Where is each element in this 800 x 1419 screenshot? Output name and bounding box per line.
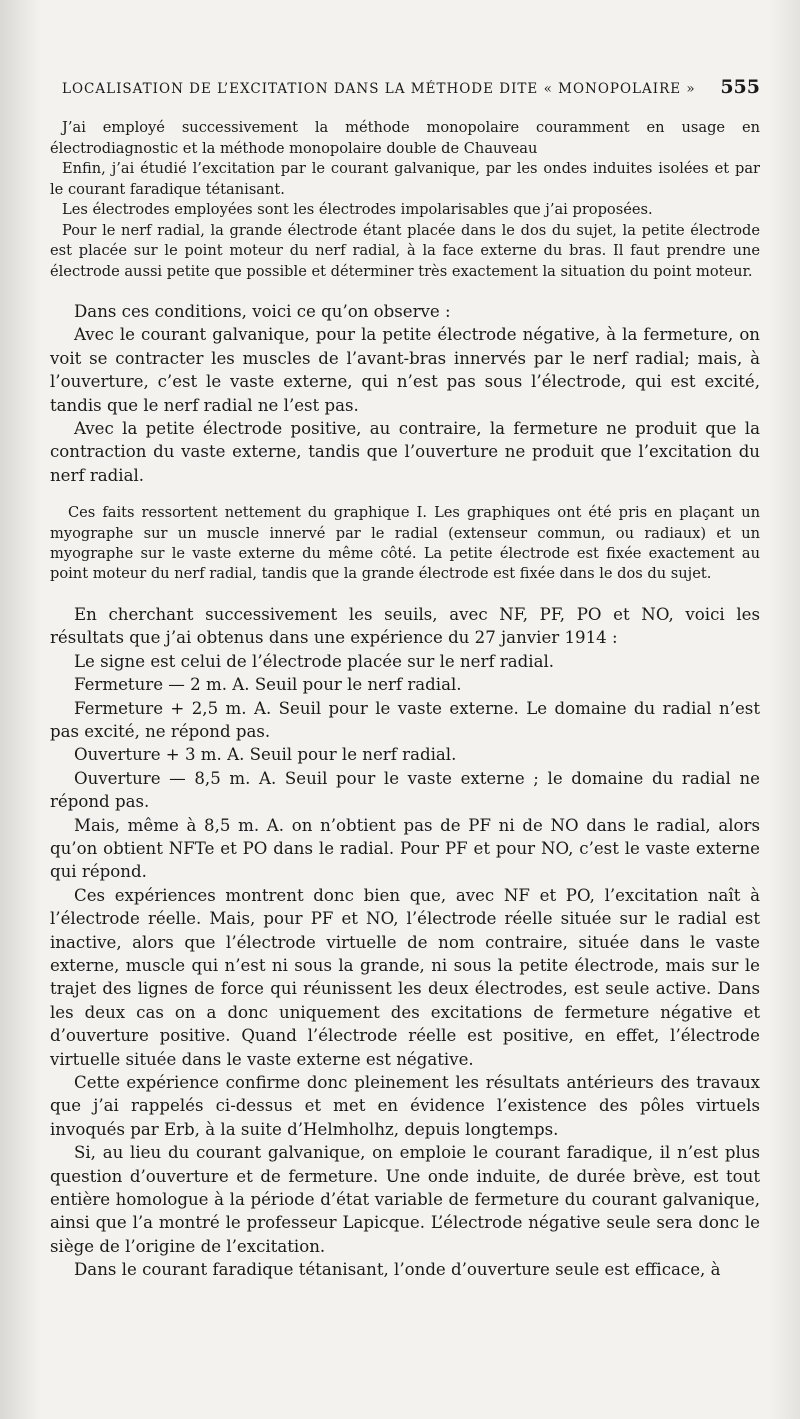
paragraph: Cette expérience confirme donc pleinement les résultats antérieurs des travaux que j’ai rappelés ci-dessus et met en évidence l’existence des pôles virtuels invoqués par Erb, à la suite d’Helmholhz, depuis longtemps. [50, 1073, 760, 1139]
paragraph: Ouverture + 3 m. A. Seuil pour le nerf radial. [74, 745, 457, 765]
small-print-section [50, 118, 760, 282]
paragraph: Ouverture — 8,5 m. A. Seuil pour le vaste externe ; le domaine du radial ne répond pas. [50, 768, 760, 812]
running-head [62, 76, 760, 98]
paragraph: Pour le nerf radial, la grande électrode étant placée dans le dos du sujet, la petite électrode est placée sur le point moteur du nerf radial, à la face externe du bras. Il faut prendre une électrode aussi petite que possible et déterminer très exactement la situation du point moteur. [50, 221, 760, 280]
paragraph: Ces expériences montrent donc bien que, avec NF et PO, l’excitation naît à l’électrode réelle. Mais, pour PF et NO, l’électrode réelle située sur le radial est inactive, alors que l’électrode virtuelle de nom contraire, située dans le vaste externe, muscle qui n’est ni sous la grande, ni sous la petite électrode, mais sur le trajet des lignes de force qui réunissent les deux électrodes, est seule active. Dans les deux cas on a donc uniquement des excitations de fermeture négative et d’ouverture positive. Quand l’électrode réelle est positive, en effet, l’électrode virtuelle située dans le vaste externe est négative. [50, 885, 760, 1069]
running-title: LOCALISATION DE L’EXCITATION DANS LA MÉTHODE DITE « MONOPOLAIRE » [62, 81, 696, 97]
page-number: 555 [720, 76, 760, 98]
note-paragraph: Ces faits ressortent nettement du graphique I. Les graphiques ont été pris en plaçant un myographe sur un muscle innervé par le radial (extenseur commun, ou radiaux) et un myographe sur le vaste externe du même côté. La petite électrode est fixée exactement au point moteur du nerf radial, tandis que la grande électrode est fixée dans le dos du sujet. [50, 504, 760, 583]
main-text-section-1 [50, 300, 760, 487]
paragraph: Fermeture — 2 m. A. Seuil pour le nerf radial. [74, 675, 462, 695]
paragraph: Le signe est celui de l’électrode placée sur le nerf radial. [74, 651, 555, 671]
paragraph: J’ai employé successivement la méthode monopolaire couramment en usage en électrodiagnostic et la méthode monopolaire double de Chauveau [50, 119, 760, 157]
paragraph: Mais, même à 8,5 m. A. on n’obtient pas de PF ni de NO dans le radial, alors qu’on obtient NFTe et PO dans le radial. Pour PF et pour NO, c’est le vaste externe qui répond. [50, 815, 760, 882]
paragraph: Enfin, j’ai étudié l’excitation par le courant galvanique, par les ondes induites isolées et par le courant faradique tétanisant. [50, 160, 760, 198]
paragraph: Si, au lieu du courant galvanique, on emploie le courant faradique, il n’est plus question d’ouverture et de fermeture. Une onde induite, de durée brève, est tout entière homologue à la période d’état variable de fermeture du courant galvanique, ainsi que l’a montré le professeur Lapicque. L’électrode négative seule sera donc le siège de l’origine de l’excitation. [50, 1143, 760, 1256]
paragraph: Dans le courant faradique tétanisant, l’onde d’ouverture seule est efficace, à [74, 1260, 721, 1280]
paragraph: Les électrodes employées sont les électrodes impolarisables que j’ai proposées. [62, 201, 653, 218]
paragraph: Avec la petite électrode positive, au contraire, la fermeture ne produit que la contraction du vaste externe, tandis que l’ouverture ne produit que l’excitation du nerf radial. [50, 419, 760, 485]
paragraph: Avec le courant galvanique, pour la petite électrode négative, à la fermeture, on voit se contracter les muscles de l’avant-bras innervés par le nerf radial; mais, à l’ouverture, c’est le vaste externe, qui n’est pas sous l’électrode, qui est excité, tandis que le nerf radial ne l’est pas. [50, 325, 760, 415]
main-text-section-2 [50, 603, 760, 1282]
note-section [50, 503, 760, 585]
paragraph: Dans ces conditions, voici ce qu’on observe : [74, 302, 451, 321]
paragraph: Fermeture + 2,5 m. A. Seuil pour le vaste externe. Le domaine du radial n’est pas excité, ne répond pas. [50, 698, 760, 741]
paragraph: En cherchant successivement les seuils, avec NF, PF, PO et NO, voici les résultats que j’ai obtenus dans une expérience du 27 janvier 1914 : [50, 604, 760, 648]
